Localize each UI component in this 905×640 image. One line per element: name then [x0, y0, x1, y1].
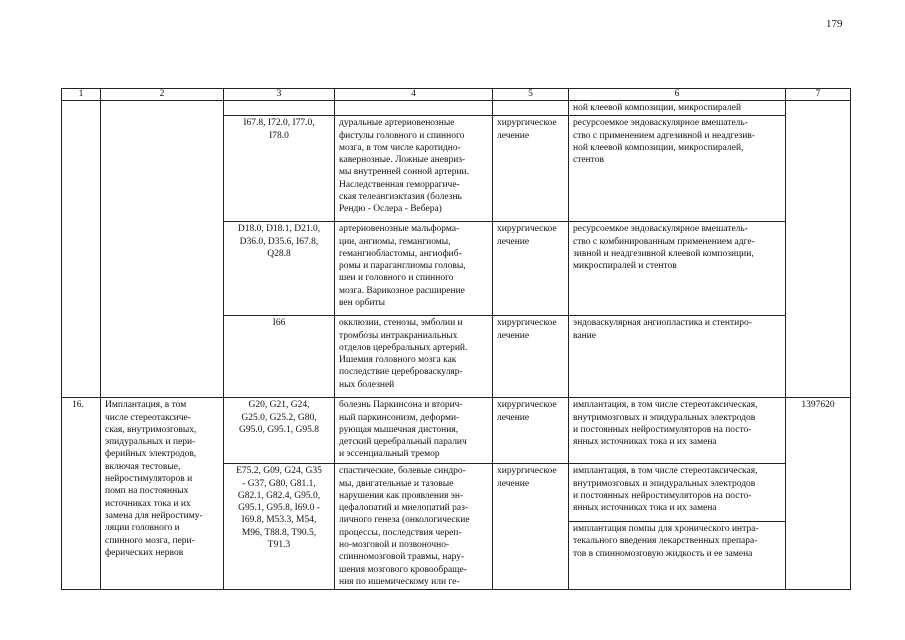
cell-treatment-type: хирургическое лечение — [493, 222, 569, 316]
cell-method: ресурсоемкое эндоваскулярное вмешатель- ство с комбинированным применением адге- зивной и неадгезивной клеевой композиции, микроспиралей и стентов — [569, 222, 786, 316]
page-number: 179 — [826, 18, 843, 30]
table-row — [62, 101, 851, 116]
cell-diagnosis: окклюзии, стенозы, эмболии и тромбозы интракраниальных отделов церебральных артерий. Ишемия головного мозга как последствие цереброваскуляр- ных болезней — [335, 316, 493, 398]
column-header: 3 — [224, 89, 335, 101]
cell-icd-codes: I66 — [224, 316, 335, 398]
column-header: 6 — [569, 89, 786, 101]
cell-icd-codes: D18.0, D18.1, D21.0, D36.0, D35.6, I67.8, Q28.8 — [224, 222, 335, 316]
cell-procedure-name — [101, 101, 224, 398]
cell-icd-codes — [224, 101, 335, 116]
cell-treatment-type: хирургическое лечение — [493, 464, 569, 590]
column-header: 4 — [335, 89, 493, 101]
cell-diagnosis: спастические, болевые синдро- мы, двигательные и тазовые нарушения как проявления эн- цефалопатий и миелопатий раз- личного генеза (онкологические процессы, последствия череп- но-мозговой и позвоночно- спинномозговой травмы, нару- шения мозгового кровообраще- ния по ишемическому или ге- — [335, 464, 493, 590]
cell-icd-codes: G20, G21, G24, G25.0, G25.2, G80, G95.0, G95.1, G95.8 — [224, 398, 335, 464]
cell-method: имплантация, в том числе стереотаксическая, внутримозговых и эпидуральных электродов и постоянных нейростимуляторов на посто- янных источниках тока и их замена — [569, 398, 786, 464]
table-row — [62, 398, 851, 464]
header-row — [62, 89, 851, 101]
cell-diagnosis — [335, 101, 493, 116]
cell-method: ной клеевой композиции, микроспиралей — [569, 101, 786, 116]
cell-treatment-type — [493, 101, 569, 116]
cell-treatment-type: хирургическое лечение — [493, 398, 569, 464]
column-header: 7 — [786, 89, 851, 101]
medical-procedures-table — [61, 88, 851, 590]
cell-icd-codes: I67.8, I72.0, I77.0, I78.0 — [224, 116, 335, 222]
cell-number: 16. — [62, 398, 101, 590]
cell-cost — [786, 101, 851, 398]
cell-icd-codes: E75.2, G09, G24, G35 - G37, G80, G81.1, G82.1, G82.4, G95.0, G95.1, G95.8, I69.0 - I69.8, M53.3, M54, M96, T88.8, T90.5, T91.3 — [224, 464, 335, 590]
cell-cost: 1397620 — [786, 398, 851, 590]
cell-diagnosis: болезнь Паркинсона и вторич- ный паркинсонизм, деформи- рующая мышечная дистония, детский церебральный паралич и эссенциальный тремор — [335, 398, 493, 464]
cell-procedure-name: Имплантация, в том числе стереотаксиче- ская, внутримозговых, эпидуральных и пери- ферийных электродов, включая тестовые, нейростимуляторов и помп на постоянных источниках тока и их замена для нейростиму- ляции головного и спинного мозга, пери- ферических нервов — [101, 398, 224, 590]
column-header: 1 — [62, 89, 101, 101]
cell-diagnosis: артериовенозные мальформа- ции, ангиомы, гемангиомы, гемангиобластомы, ангиофиб- ромы и параганглиомы головы, шеи и головного и спинного мозга. Варикозное расширение вен орбиты — [335, 222, 493, 316]
column-header: 5 — [493, 89, 569, 101]
column-header: 2 — [101, 89, 224, 101]
cell-method: эндоваскулярная ангиопластика и стентиро- вание — [569, 316, 786, 398]
cell-diagnosis: дуральные артериовенозные фистулы головного и спинного мозга, в том числе каротидно- кавернозные. Ложные аневриз- мы внутренней сонной артерии. Наследственная геморрагиче- ская телеангиэктазия (болезнь Рендю - Ослера - Вебера) — [335, 116, 493, 222]
cell-method: имплантация, в том числе стереотаксическая, внутримозговых и эпидуральных электродов и постоянных нейростимуляторов на посто- янных источниках тока и их замена — [569, 464, 786, 522]
cell-treatment-type: хирургическое лечение — [493, 316, 569, 398]
cell-method: имплантация помпы для хронического интра- текального введения лекарственных препара- тов в спинномозговую жидкость и ее замена — [569, 522, 786, 590]
cell-number — [62, 101, 101, 398]
cell-method: ресурсоемкое эндоваскулярное вмешатель- ство с применением адгезивной и неадгезив- ной клеевой композиции, микроспиралей, стентов — [569, 116, 786, 222]
cell-treatment-type: хирургическое лечение — [493, 116, 569, 222]
